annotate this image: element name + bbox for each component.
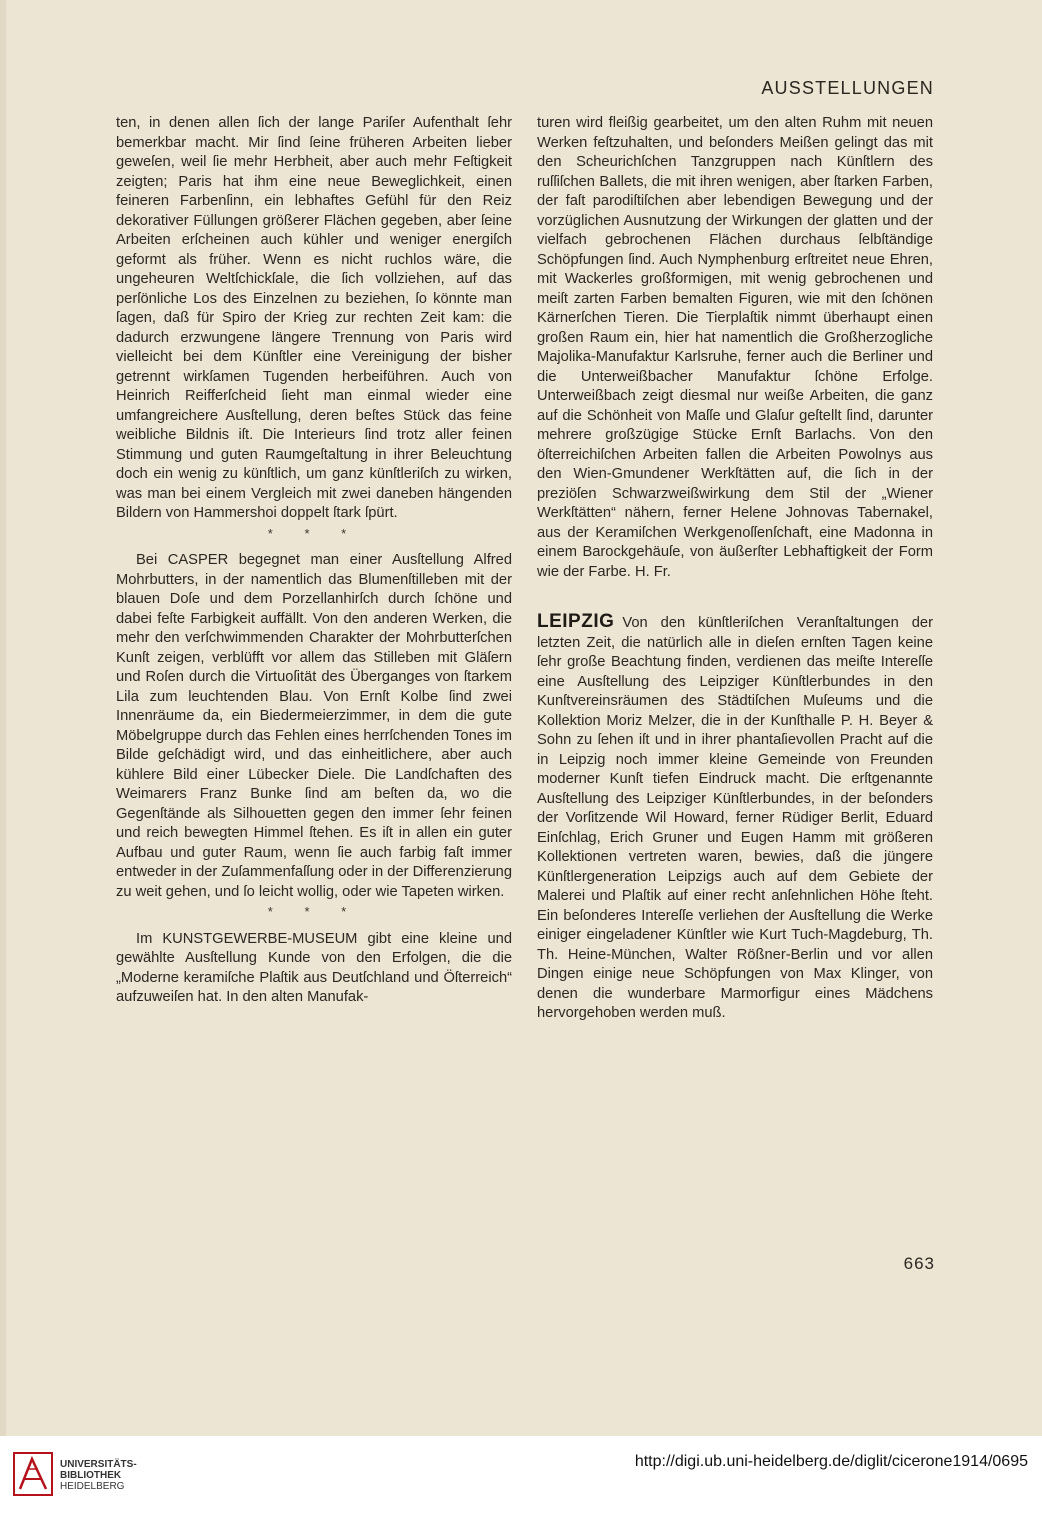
library-name [60, 1459, 137, 1492]
running-head: AUSSTELLUNGEN [761, 78, 934, 98]
source-url-link[interactable]: http://digi.ub.uni-heidelberg.de/diglit/cicerone1914/0695 [634, 1453, 1028, 1470]
right-column [537, 114, 933, 1024]
body-paragraph: ten, in denen allen ſich der lange Pariſer Aufenthalt ſehr bemerkbar macht. Mir ſind ſeine früheren Arbeiten lieber geweſen, weil ſie mehr Herbheit, aber auch mehr Feſtigkeit zeigten; Paris hat ihm eine neue Beweglichkeit, einen feineren Farbenſinn, ein lebhaftes Gefühl für den Reiz dekorativer Füllungen größerer Flächen gegeben, aber ſeine Arbeiten erſcheinen auch kühler und weniger energiſch geformt als früher. Wenn es nicht ruchlos wäre, die ungeheuren Weltſchickſale, die ſich vollziehen, auf das perſönliche Los des Einzelnen zu beziehen, ſo könnte man ſagen, daß für Spiro der Krieg zur rechten Zeit kam: die dadurch erzwungene längere Trennung von Paris wird vielleicht bei dem Künſtler eine Vereinigung der bisher getrennt wirkſamen Tugenden herbeiführen. Auch von Heinrich Reifferſcheid ſieht man einmal wieder eine umfangreichere Ausſtellung, deren beſtes Stück das feine weibliche Bildnis iſt. Die Interieurs ſind trotz aller feinen Stimmung und guten Raumgeſtaltung in ihrer Beleuchtung doch ein wenig zu künſtlich, um ganz künſtleriſch zu wirken, was man bei einem Vergleich mit zwei daneben hängenden Bildern von Hammershoi doppelt ſtark ſpürt. [116, 115, 512, 521]
page-edge-shadow [0, 0, 6, 1436]
page-number: 663 [903, 1254, 935, 1273]
library-name-line: BIBLIOTHEK [60, 1470, 122, 1481]
body-paragraph: Im KUNSTGEWERBE-MUSEUM gibt eine kleine und gewählte Ausſtellung Kunde von den Erfolgen, die die „Moderne keramiſche Plaſtik aus Deutſchland und Öſterreich“ aufzuweiſen hat. In den alten Manufak- [116, 930, 512, 1005]
body-paragraph: turen wird fleißig gearbeitet, um den alten Ruhm mit neuen Werken feſtzuhalten, und beſonders Meißen gelingt das mit den Scheurichſchen Tanzgruppen nach Künſtlern des ruſſiſchen Ballets, die mit ihren wenigen, aber ſtarken Farben, der faſt parodiſtiſchen aber lebendigen Bewegung und der vorzüglichen Ausnutzung der Wirkungen der glatten und der vielfach gebrochenen Flächen durchaus ſelbſtändige Schöpfungen ſind. Auch Nymphenburg erſtreitet neue Ehren, mit Wackerles großformigen, mit wenig gebrochenen und meiſt zarten Farben bemalten Figuren, wie mit den ſchönen Kärnerſchen Tieren. Die Tierplaſtik nimmt überhaupt einen großen Raum ein, hier hat namentlich die Großherzogliche Majolika-Manufaktur Karlsruhe, ferner auch die Berliner und die Unterweißbacher Manufaktur ſchöne Erfolge. Unterweißbach zeigt diesmal nur weiße Arbeiten, die ganz auf die Schönheit von Maſſe und Glaſur geſtellt ſind, darunter mehrere großzügige Stücke Ernſt Barlachs. Von den öſterreichiſchen Arbeiten fallen die Arbeiten Powolnys aus den Wien-Gmundener Werkſtätten auf, die ſich in der preziöſen Schwarzweißwirkung dem Stil der „Wiener Werkſtätten“ nähern, ferner Helene Johnovas Tabernakel, aus der Keramiſchen Werkgenoſſenſchaft, eine Madonna in einem Barockgehäuſe, von äußerſter Lebhaftigkeit der Form wie der Farbe. H. Fr. [537, 115, 933, 580]
section-gap [537, 582, 933, 612]
section-separator: * * * [267, 904, 361, 919]
library-logo-icon [12, 1451, 54, 1497]
section-separator: * * * [267, 525, 361, 541]
body-paragraph: Bei CASPER begegnet man einer Ausſtellung Alfred Mohrbutters, in der namentlich das Blumenſtilleben mit der blauen Doſe und dem Porzellanhirſch durch ſchöne und dabei feſte Farbigkeit auffällt. Von den anderen Werken, die mehr den verſchwimmenden Charakter der Mohrbutterſchen Kunſt zeigen, verblüfft vor allem das Stilleben mit Gläſern und Roſen durch die Virtuoſität des Überganges von ſtarkem Lila zum leuchtenden Blau. Von Ernſt Kolbe ſind zwei Innenräume da, ein Biedermeierzimmer, in dem die gute Möbelgruppe durch das Fehlen eines herrſchenden Tones im Bilde geſchädigt wird, und das einheitlichere, aber auch kühlere Bild einer Lübecker Diele. Die Landſchaften des Weimarers Franz Bunke ſind am beſten da, wo die Gegenſtände als Silhouetten gegen den immer ſehr feinen und reich bewegten Himmel ſtehen. Es iſt in allen ein guter Aufbau und guter Raum, wenn ſie auch farbig faſt immer entweder in der Zuſammenfaſſung oder in der Differenzierung zu weit gehen, und ſo leicht wollig, oder wie Tapeten wirken. [116, 552, 512, 900]
left-column [116, 114, 512, 1008]
section-heading: LEIPZIG [537, 611, 615, 632]
library-name-line: HEIDELBERG [60, 1481, 125, 1492]
library-name-line: UNIVERSITÄTS- [60, 1459, 137, 1470]
leipzig-text: Von den künſtleriſchen Veranſtaltungen der letzten Zeit, die natürlich alle in dieſen ernſten Tagen keine ſehr große Beachtung finden, verdienen das meiſte Intereſſe eine Ausſtellung des Leipziger Künſtlerbundes in den Kunſtvereinsräumen des Städtiſchen Muſeums und die Kollektion Moriz Melzer, die in der Kunſthalle P. H. Beyer & Sohn zu ſehen iſt und in ihrer phantaſievollen Pracht auf die in Leipzig noch immer kleine Gemeinde von Freunden moderner Kunſt tiefen Eindruck macht. Die erſtgenannte Ausſtellung des Leipziger Künſtlerbundes, in der beſonders der Vorſitzende Wil Howard, ferner Rüdiger Berlit, Eduard Einſchlag, Erich Gruner und Eugen Hamm mit größeren Kollektionen vertreten waren, bewies, daß die jüngere Künſtlergeneration Leipzigs auch auf dem Gebiete der Malerei und Plaſtik auf einer recht anſehnlichen Höhe ſteht. Ein beſonderes Intereſſe verliehen der Ausſtellung die Werke einiger eingeladener Künſtler wie Kurt Tuch-Magdeburg, Th. Th. Heine-München, Walter Rößner-Berlin und vor allen Dingen einige neue Schöpfungen von Max Klinger, von denen die wunderbare Marmorfigur eines Mädchens hervorgehoben werden muß. [537, 615, 933, 1021]
leipzig-section [537, 612, 933, 1024]
footer-bar [0, 1436, 1042, 1516]
